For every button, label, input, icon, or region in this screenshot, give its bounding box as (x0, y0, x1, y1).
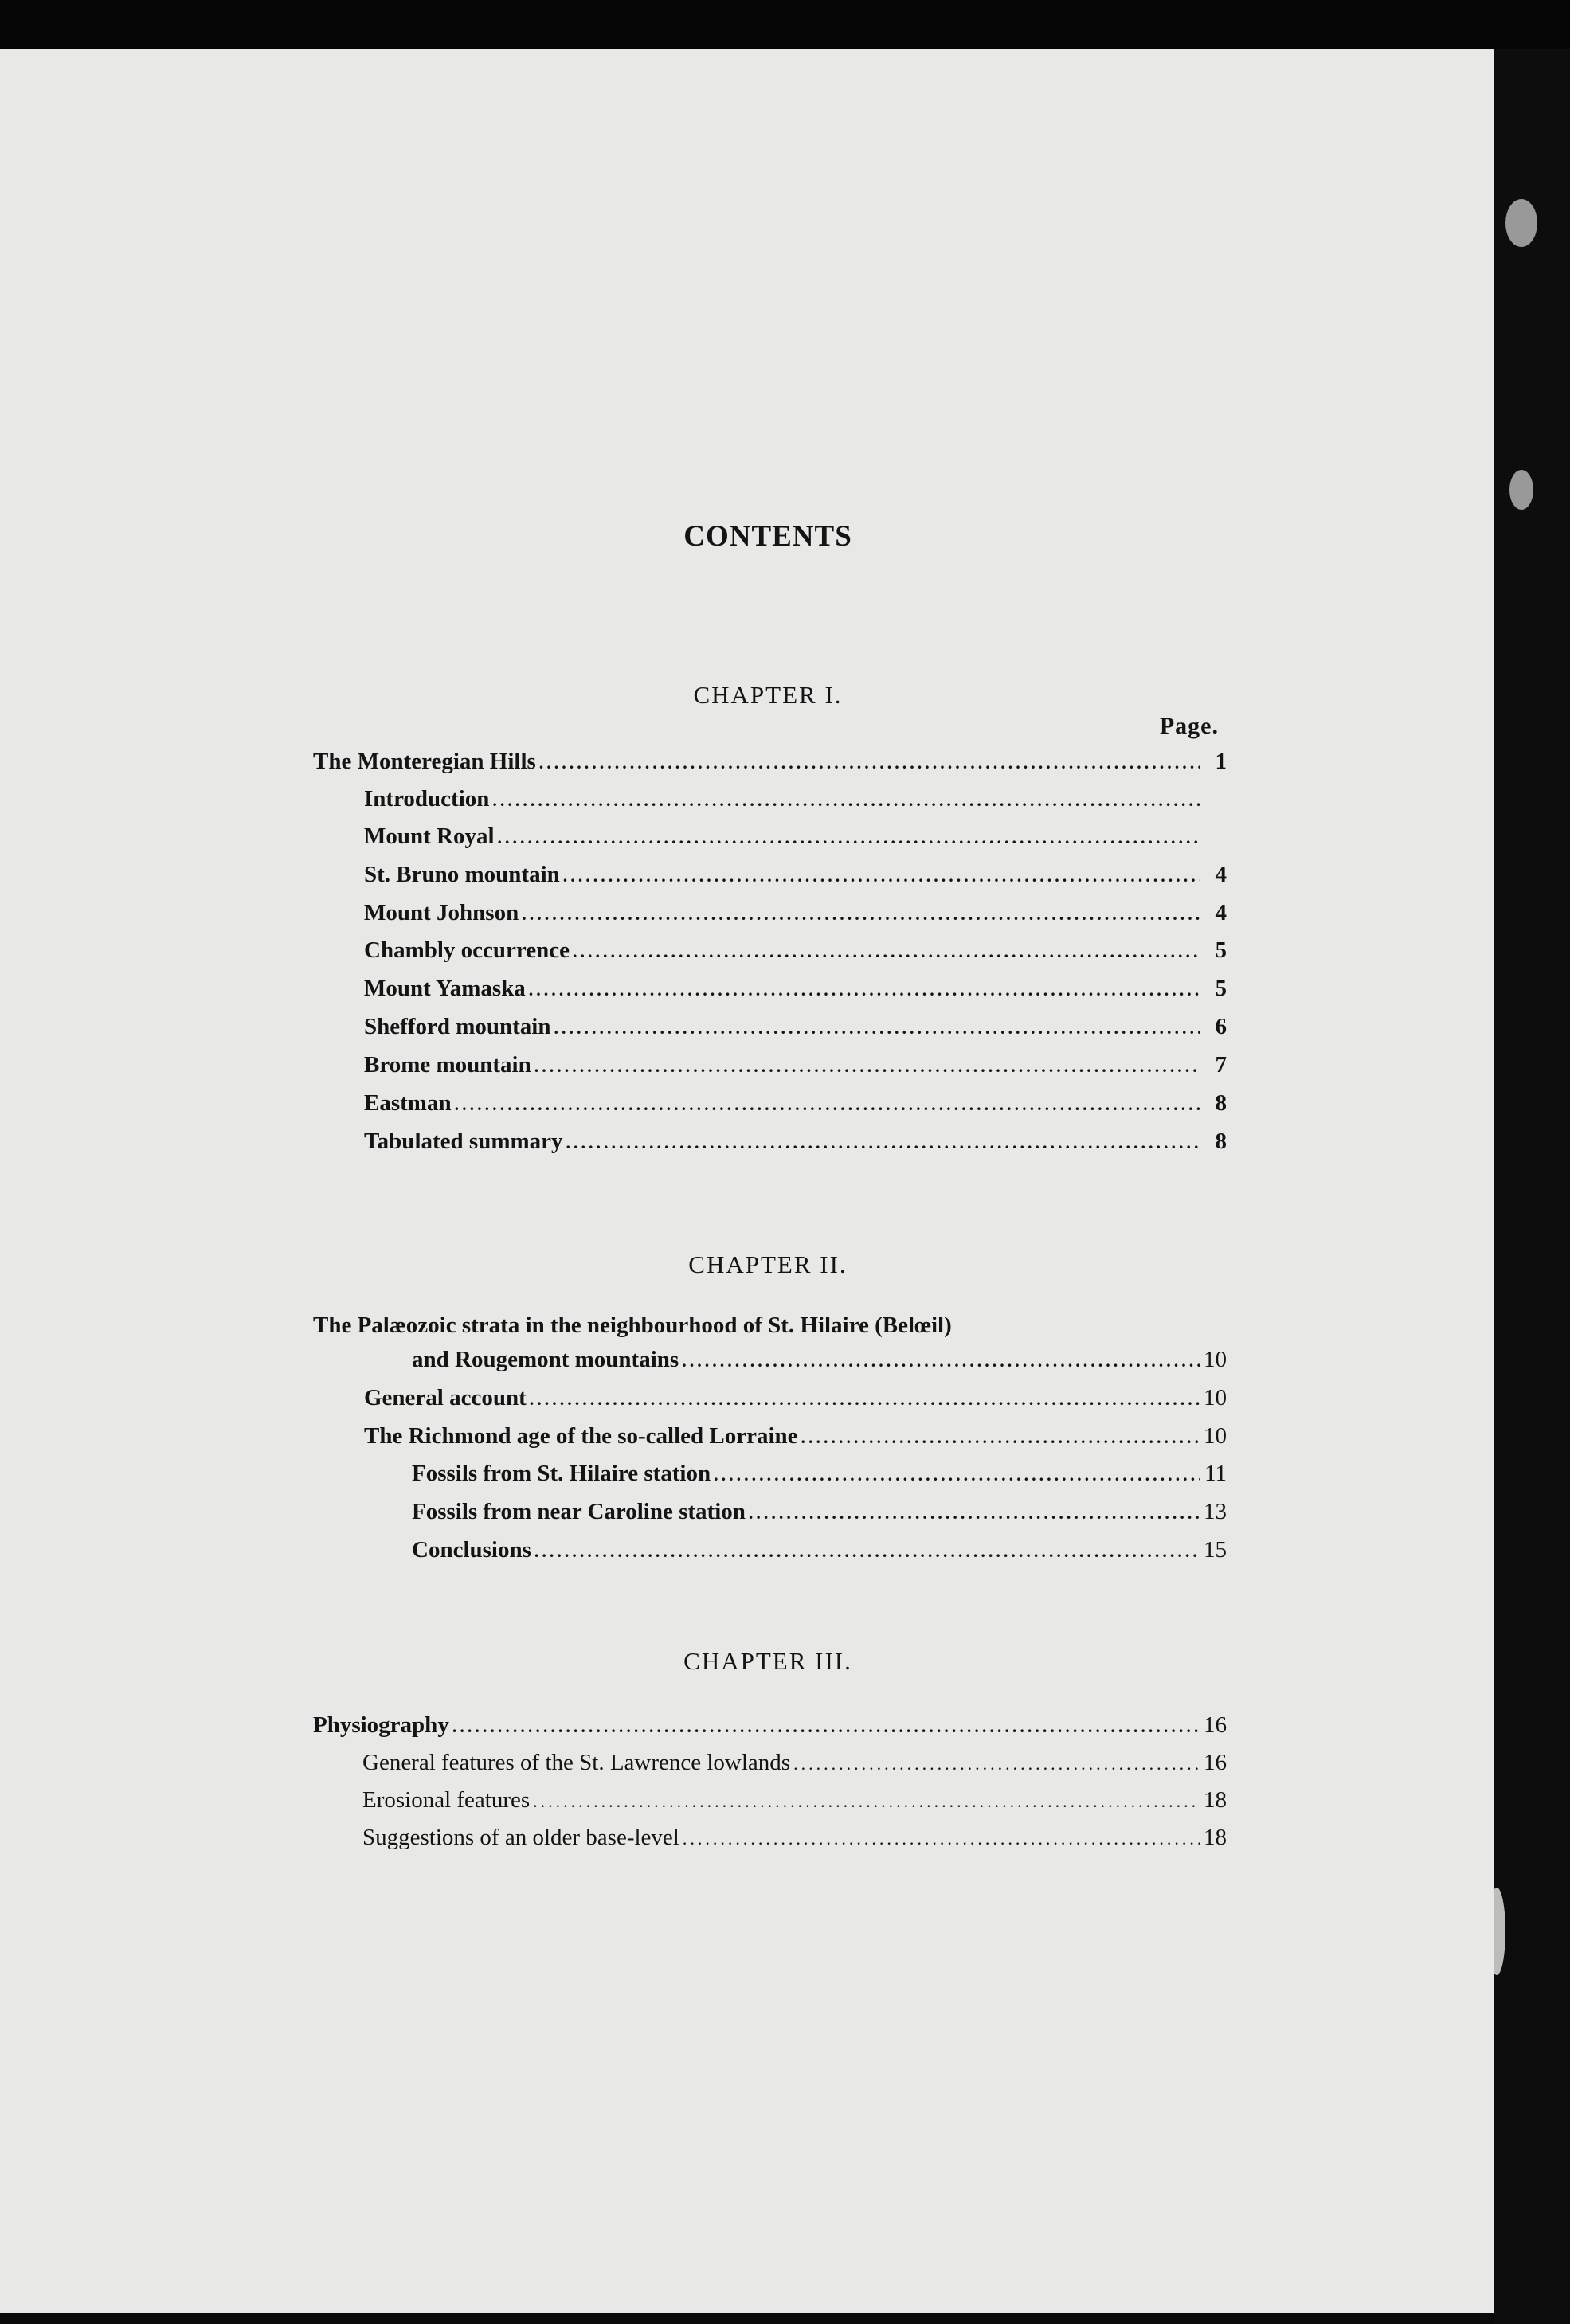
toc-entry-page: 10 (1204, 1347, 1227, 1372)
toc-entry-page: 18 (1204, 1825, 1227, 1850)
toc-entry[interactable] (412, 1461, 1204, 1487)
scan-border-right (1494, 49, 1570, 2324)
toc-entry[interactable] (412, 1347, 1204, 1373)
dot-leader (534, 1056, 1200, 1077)
dot-leader (530, 1389, 1200, 1410)
toc-entry[interactable] (362, 1825, 1204, 1851)
toc-entry[interactable] (364, 786, 1204, 812)
scan-speck (1509, 470, 1533, 510)
dot-leader (539, 753, 1200, 773)
toc-entry-title: General features of the St. Lawrence lowlands (362, 1750, 791, 1775)
toc-entry[interactable] (364, 900, 1204, 926)
toc-entry-title: Eastman (364, 1090, 452, 1116)
dot-leader (529, 980, 1200, 1000)
toc-entry-page: 16 (1204, 1712, 1227, 1738)
toc-entry-page: 10 (1204, 1423, 1227, 1449)
chapter-heading: CHAPTER I. (693, 681, 843, 709)
dot-leader (566, 1133, 1200, 1153)
dot-leader (452, 1716, 1200, 1737)
toc-entry-page: 5 (1215, 937, 1227, 963)
page-title: CONTENTS (683, 520, 852, 553)
toc-entry-title: Physiography (313, 1712, 449, 1738)
toc-entry[interactable] (364, 1385, 1204, 1411)
toc-entry-page: 5 (1215, 976, 1227, 1001)
toc-entry-title: Conclusions (412, 1537, 531, 1563)
dot-leader (533, 1791, 1200, 1812)
page-column-label: Page. (1159, 713, 1219, 739)
toc-entry[interactable] (364, 1090, 1204, 1117)
dot-leader (534, 1541, 1200, 1562)
dot-leader (793, 1754, 1200, 1774)
toc-entry-title: Shefford mountain (364, 1014, 551, 1039)
toc-entry-page: 8 (1215, 1090, 1227, 1116)
document-page (0, 49, 1494, 2313)
chapter-heading: CHAPTER II. (688, 1250, 848, 1278)
dot-leader (683, 1829, 1200, 1849)
toc-entry-page: 18 (1204, 1787, 1227, 1813)
toc-entry[interactable] (362, 1750, 1204, 1776)
toc-entry[interactable] (364, 1423, 1204, 1450)
toc-entry-title: The Monteregian Hills (313, 749, 536, 774)
chapter-heading: CHAPTER III. (683, 1647, 852, 1675)
toc-entry-title: Fossils from near Caroline station (412, 1499, 746, 1524)
toc-entry-page: 10 (1204, 1385, 1227, 1410)
dot-leader (714, 1465, 1200, 1485)
toc-entry-page: 11 (1204, 1461, 1227, 1486)
toc-entry[interactable] (364, 937, 1204, 964)
toc-entry-page: 13 (1204, 1499, 1227, 1524)
toc-entry-title: General account (364, 1385, 527, 1410)
toc-entry-page: 6 (1215, 1014, 1227, 1039)
toc-entry-page: 1 (1215, 749, 1227, 774)
dot-leader (492, 790, 1200, 811)
toc-entry[interactable] (412, 1537, 1204, 1563)
toc-entry-title: Mount Royal (364, 824, 495, 849)
toc-entry-continuation: and Rougemont mountains (412, 1347, 679, 1372)
toc-entry[interactable] (364, 976, 1204, 1002)
toc-entry-page: 4 (1215, 900, 1227, 925)
toc-entry-title: Tabulated summary (364, 1129, 563, 1154)
toc-entry-title: Introduction (364, 786, 490, 812)
toc-entry-title: Brome mountain (364, 1052, 531, 1078)
toc-entry[interactable] (412, 1499, 1204, 1525)
scan-speck (1505, 199, 1537, 247)
dot-leader (801, 1427, 1200, 1448)
toc-entry[interactable] (364, 1014, 1204, 1040)
toc-entry-title: Mount Johnson (364, 900, 519, 925)
dot-leader (554, 1018, 1200, 1039)
toc-entry-page: 16 (1204, 1750, 1227, 1775)
toc-entry-title: Suggestions of an older base-level (362, 1825, 679, 1850)
toc-entry-page: 4 (1215, 862, 1227, 887)
toc-entry[interactable] (362, 1787, 1204, 1813)
toc-entry[interactable] (364, 1052, 1204, 1078)
dot-leader (455, 1094, 1200, 1115)
toc-entry-title: Fossils from St. Hilaire station (412, 1461, 711, 1486)
toc-entry-title: Mount Yamaska (364, 976, 526, 1001)
dot-leader (498, 827, 1200, 848)
scan-border-top (0, 0, 1570, 49)
toc-entry[interactable] (313, 749, 1204, 775)
dot-leader (563, 866, 1200, 886)
toc-entry-title: Erosional features (362, 1787, 531, 1813)
toc-entry-title[interactable]: The Palæozoic strata in the neighbourhood of St. Hilaire (Belœil) (313, 1313, 952, 1338)
toc-entry-title: The Richmond age of the so-called Lorraine (364, 1423, 798, 1449)
toc-entry-page: 8 (1215, 1129, 1227, 1154)
toc-entry-page: 15 (1204, 1537, 1227, 1563)
dot-leader (682, 1351, 1200, 1371)
dot-leader (749, 1503, 1200, 1524)
dot-leader (522, 904, 1200, 925)
toc-entry-title: Chambly occurrence (364, 937, 570, 963)
toc-entry-page: 7 (1215, 1052, 1227, 1078)
toc-entry[interactable] (364, 824, 1204, 850)
toc-entry-title: St. Bruno mountain (364, 862, 560, 887)
toc-entry[interactable] (364, 1129, 1204, 1155)
toc-entry[interactable] (313, 1712, 1204, 1739)
toc-entry[interactable] (364, 862, 1204, 888)
dot-leader (573, 941, 1200, 962)
